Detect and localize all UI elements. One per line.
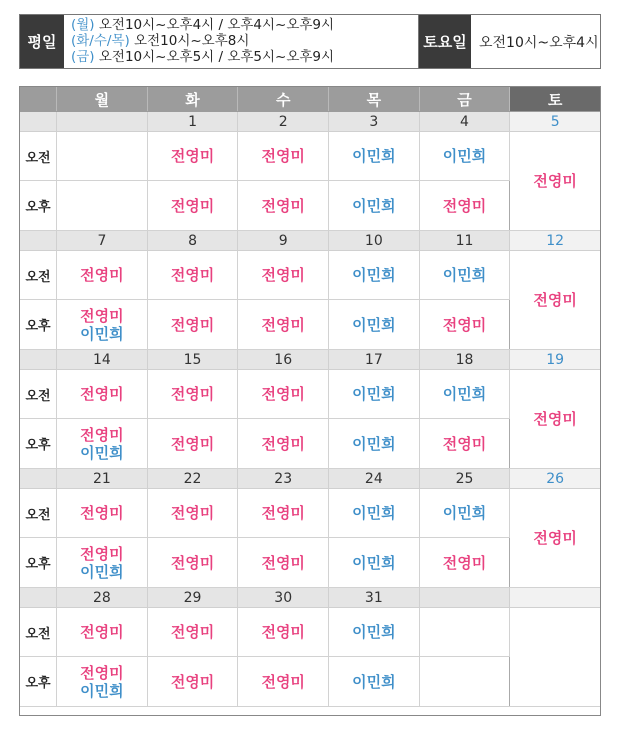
schedule-cell (329, 132, 420, 181)
staff-name: 전영미 (170, 553, 215, 572)
schedule-cell (329, 657, 420, 707)
corner-cell (20, 87, 57, 112)
saturday-label: 토요일 (419, 15, 471, 68)
date-cell: 7 (57, 231, 148, 251)
schedule-cell (57, 419, 148, 469)
staff-name: 전영미 (261, 315, 305, 334)
pm-label: 오후 (20, 538, 57, 588)
date-cell: 25 (419, 469, 510, 489)
staff-name: 전영미 (80, 504, 124, 522)
weekday-hours-line: (금) 오전10시~오후5시 / 오후5시~오후9시 (71, 49, 335, 65)
staff-name: 전영미 (80, 266, 124, 284)
staff-name: 이민희 (80, 562, 124, 581)
saturday-cell (510, 370, 601, 469)
date-cell: 1 (147, 112, 238, 132)
staff-name: 이민희 (352, 434, 396, 453)
schedule-cell (57, 251, 148, 300)
staff-name: 전영미 (442, 553, 487, 572)
staff-name: 이민희 (442, 385, 487, 403)
day-header-wed: 수 (238, 87, 329, 112)
date-cell: 15 (147, 350, 238, 370)
staff-name: 전영미 (261, 504, 305, 522)
date-corner-cell (20, 112, 57, 132)
schedule-cell (419, 300, 510, 350)
date-row (20, 469, 601, 489)
weekday-hours (64, 15, 419, 68)
staff-name: 이민희 (352, 385, 396, 403)
schedule-cell (57, 538, 148, 588)
schedule-cell (57, 132, 148, 181)
hours-header (19, 14, 601, 69)
pm-label: 오후 (20, 300, 57, 350)
day-header-thu: 목 (329, 87, 420, 112)
staff-name: 전영미 (261, 434, 305, 453)
staff-name: 이민희 (352, 315, 396, 334)
schedule-cell (329, 538, 420, 588)
day-header-tue: 화 (147, 87, 238, 112)
staff-name: 전영미 (170, 504, 215, 522)
date-cell: 21 (57, 469, 148, 489)
staff-name: 전영미 (80, 425, 124, 444)
staff-name: 이민희 (352, 623, 396, 641)
date-cell: 24 (329, 469, 420, 489)
schedule-cell (329, 300, 420, 350)
date-cell: 8 (147, 231, 238, 251)
day-header-mon: 월 (57, 87, 148, 112)
date-cell: 31 (329, 588, 420, 608)
schedule-cell (419, 489, 510, 538)
date-cell: 30 (238, 588, 329, 608)
date-cell: 5 (510, 112, 601, 132)
schedule-cell (147, 419, 238, 469)
staff-name: 전영미 (170, 434, 215, 453)
schedule-cell (238, 538, 329, 588)
staff-name: 전영미 (261, 385, 305, 403)
schedule-cell (57, 657, 148, 707)
date-cell: 14 (57, 350, 148, 370)
staff-name: 전영미 (261, 147, 305, 165)
am-row (20, 251, 601, 300)
schedule-cell (329, 419, 420, 469)
saturday-cell (510, 608, 601, 707)
staff-name: 전영미 (261, 553, 305, 572)
staff-name: 전영미 (170, 672, 215, 691)
weekday-label: 평일 (20, 15, 64, 68)
staff-name: 전영미 (533, 529, 577, 547)
schedule-cell (238, 132, 329, 181)
date-cell: 3 (329, 112, 420, 132)
schedule-cell (419, 657, 510, 707)
staff-name: 이민희 (80, 681, 124, 700)
date-row (20, 231, 601, 251)
staff-name: 이민희 (352, 266, 396, 284)
schedule-cell (419, 251, 510, 300)
staff-name: 전영미 (80, 623, 124, 641)
schedule-cell (147, 251, 238, 300)
am-label: 오전 (20, 489, 57, 538)
schedule-cell (147, 538, 238, 588)
staff-name: 이민희 (442, 504, 487, 522)
am-row (20, 370, 601, 419)
date-cell (510, 588, 601, 608)
staff-name: 이민희 (352, 504, 396, 522)
staff-name: 전영미 (442, 196, 487, 215)
am-label: 오전 (20, 251, 57, 300)
schedule-cell (238, 181, 329, 231)
staff-name: 이민희 (80, 443, 124, 462)
date-cell: 16 (238, 350, 329, 370)
schedule-cell (419, 370, 510, 419)
date-cell: 12 (510, 231, 601, 251)
staff-name: 전영미 (170, 315, 215, 334)
schedule-cell (147, 181, 238, 231)
date-cell: 2 (238, 112, 329, 132)
staff-name: 전영미 (80, 544, 124, 563)
staff-name: 전영미 (170, 147, 215, 165)
schedule-cell (419, 181, 510, 231)
date-corner-cell (20, 350, 57, 370)
staff-name: 전영미 (261, 196, 305, 215)
schedule-cell (57, 370, 148, 419)
date-cell: 4 (419, 112, 510, 132)
schedule-cell (238, 608, 329, 657)
staff-name: 전영미 (442, 434, 487, 453)
schedule-cell (147, 657, 238, 707)
schedule-cell (238, 251, 329, 300)
date-cell (57, 112, 148, 132)
staff-name: 전영미 (261, 266, 305, 284)
schedule-cell (57, 489, 148, 538)
date-cell: 10 (329, 231, 420, 251)
schedule-cell (147, 370, 238, 419)
date-cell: 22 (147, 469, 238, 489)
date-cell: 11 (419, 231, 510, 251)
staff-name: 전영미 (80, 663, 124, 682)
schedule-cell (147, 608, 238, 657)
staff-name: 전영미 (442, 315, 487, 334)
date-cell: 29 (147, 588, 238, 608)
schedule-cell (147, 132, 238, 181)
date-row (20, 588, 601, 608)
saturday-hours: 오전10시~오후4시 (479, 34, 599, 51)
am-row (20, 132, 601, 181)
staff-name: 이민희 (352, 672, 396, 691)
staff-name: 전영미 (170, 196, 215, 215)
am-row (20, 489, 601, 538)
staff-name: 전영미 (170, 266, 215, 284)
staff-name: 이민희 (352, 196, 396, 215)
schedule-cell (238, 419, 329, 469)
schedule-cell (419, 419, 510, 469)
schedule-cell (57, 608, 148, 657)
schedule-cell (329, 489, 420, 538)
schedule-cell (419, 538, 510, 588)
date-row (20, 350, 601, 370)
schedule-cell (238, 370, 329, 419)
day-header-row (20, 87, 601, 112)
staff-name: 이민희 (352, 147, 396, 165)
schedule-cell (329, 181, 420, 231)
schedule-cell (147, 489, 238, 538)
pm-label: 오후 (20, 657, 57, 707)
date-cell: 26 (510, 469, 601, 489)
staff-name: 전영미 (80, 306, 124, 325)
saturday-cell (510, 489, 601, 588)
staff-name: 이민희 (352, 553, 396, 572)
schedule-cell (147, 300, 238, 350)
date-row (20, 112, 601, 132)
saturday-cell (510, 132, 601, 231)
schedule-cell (238, 300, 329, 350)
staff-name: 전영미 (533, 172, 577, 190)
staff-name: 전영미 (170, 385, 215, 403)
date-cell: 17 (329, 350, 420, 370)
schedule-cell (238, 489, 329, 538)
schedule-cell (329, 251, 420, 300)
schedule-cell (57, 300, 148, 350)
am-row (20, 608, 601, 657)
staff-name: 이민희 (80, 324, 124, 343)
pm-label: 오후 (20, 181, 57, 231)
staff-name: 전영미 (170, 623, 215, 641)
day-header-fri: 금 (419, 87, 510, 112)
schedule-cell (329, 370, 420, 419)
saturday-cell (510, 251, 601, 350)
schedule-cell (238, 657, 329, 707)
schedule-cell (57, 181, 148, 231)
date-corner-cell (20, 231, 57, 251)
weekday-hours-line: (화/수/목) 오전10시~오후8시 (71, 33, 250, 49)
staff-name: 전영미 (261, 623, 305, 641)
schedule-calendar (19, 86, 601, 707)
staff-name: 전영미 (533, 410, 577, 428)
day-header-sat: 토 (510, 87, 601, 112)
staff-name: 전영미 (533, 291, 577, 309)
date-corner-cell (20, 469, 57, 489)
date-cell (419, 588, 510, 608)
schedule-cell (419, 608, 510, 657)
date-corner-cell (20, 588, 57, 608)
staff-name: 전영미 (261, 672, 305, 691)
pm-label: 오후 (20, 419, 57, 469)
date-cell: 28 (57, 588, 148, 608)
staff-name: 전영미 (80, 385, 124, 403)
date-cell: 18 (419, 350, 510, 370)
date-cell: 19 (510, 350, 601, 370)
am-label: 오전 (20, 132, 57, 181)
staff-name: 이민희 (442, 266, 487, 284)
am-label: 오전 (20, 608, 57, 657)
am-label: 오전 (20, 370, 57, 419)
weekday-hours-line: (월) 오전10시~오후4시 / 오후4시~오후9시 (71, 17, 335, 33)
date-cell: 9 (238, 231, 329, 251)
schedule-cell (419, 132, 510, 181)
schedule-cell (329, 608, 420, 657)
date-cell: 23 (238, 469, 329, 489)
staff-name: 이민희 (442, 147, 487, 165)
